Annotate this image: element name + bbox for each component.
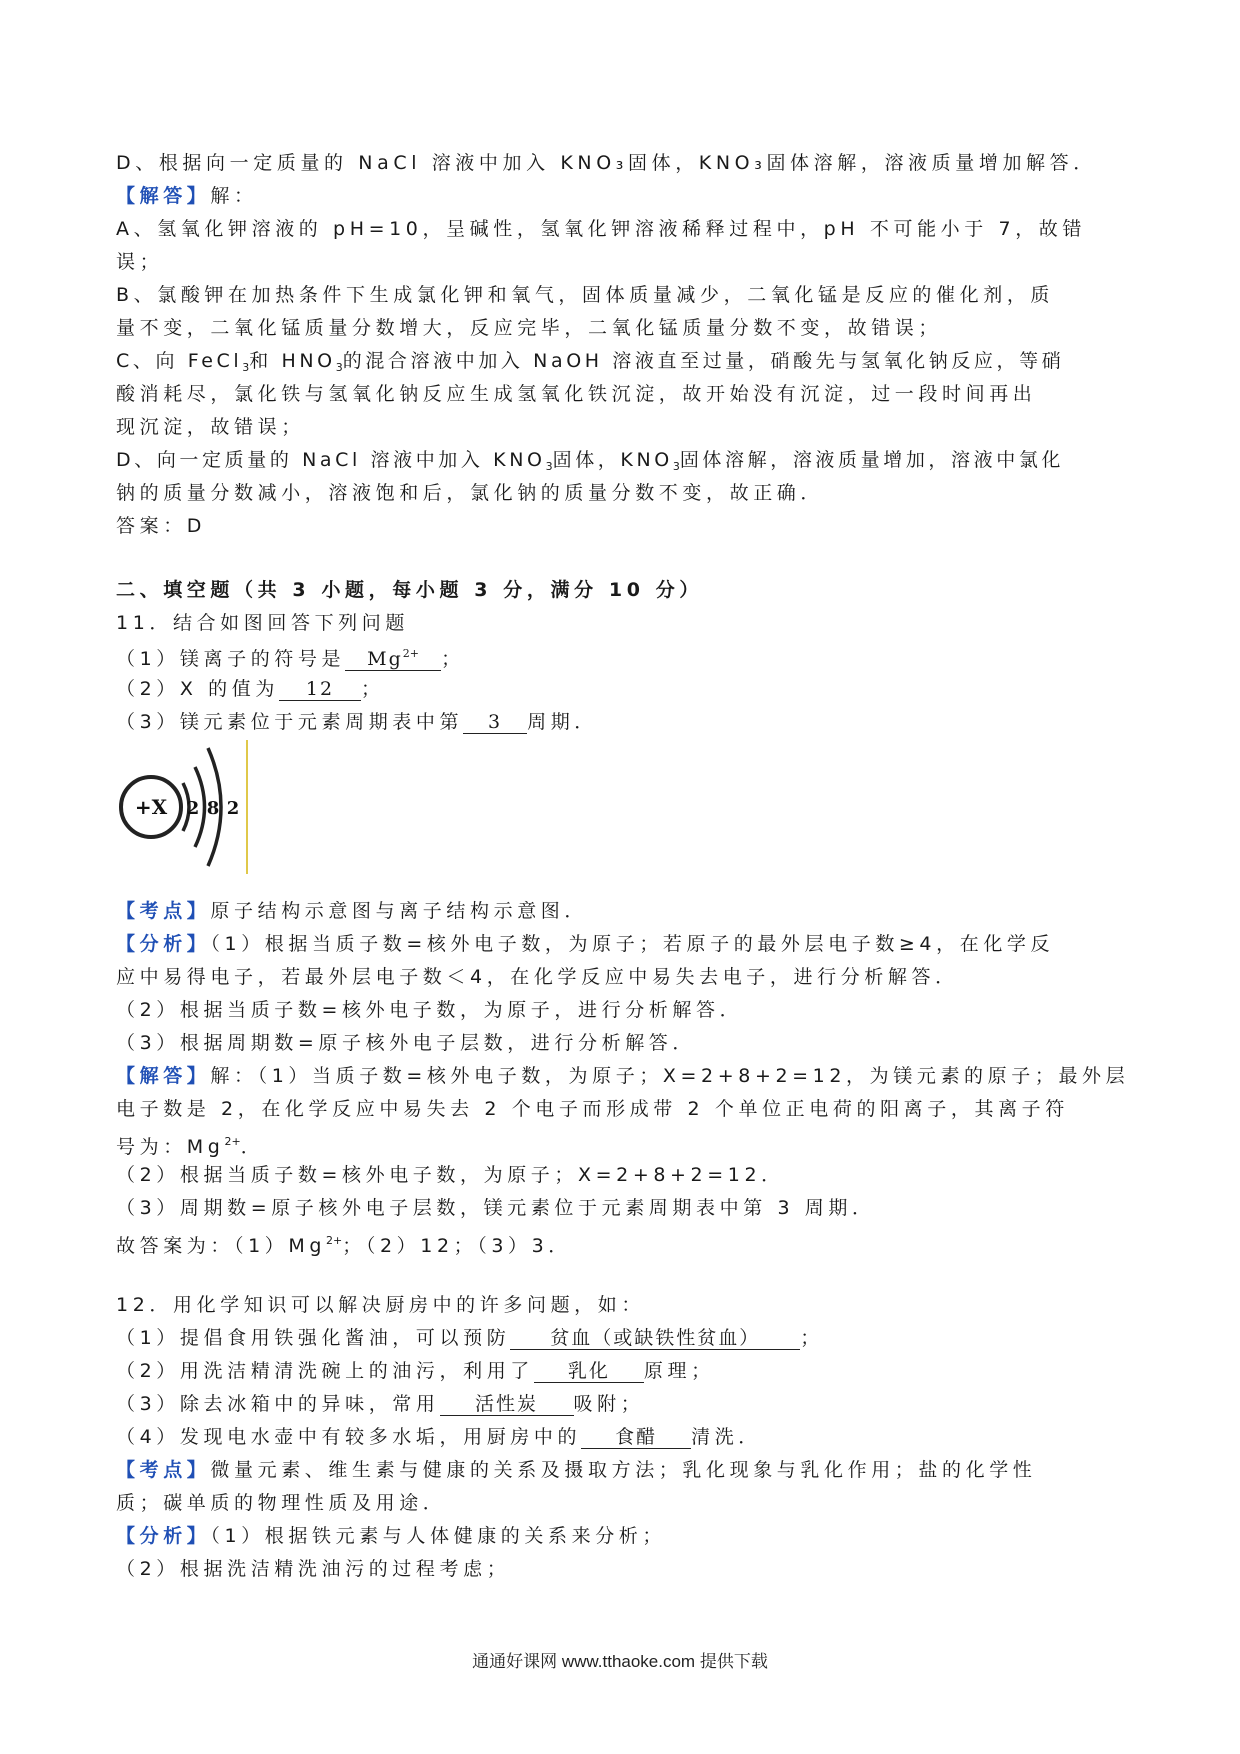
answer-blank: 乳化 <box>534 1360 644 1383</box>
superscript: 2+ <box>326 1234 343 1247</box>
kaodian-tag: 【考点】 <box>116 1459 211 1481</box>
answer-text: Mg <box>367 648 403 670</box>
text-span: （1）提倡食用铁强化酱油，可以预防 <box>116 1327 511 1349</box>
text-span: 解： <box>210 185 258 207</box>
shell-electron-count: 8 <box>206 798 220 819</box>
shell-electron-count: 2 <box>226 798 240 819</box>
text-span: 吸附； <box>573 1393 645 1415</box>
answer-blank <box>345 643 441 671</box>
atom-structure-diagram <box>113 738 253 876</box>
text-span: 故答案为：（1）Mg <box>116 1235 327 1257</box>
text-span: 微量元素、维生素与健康的关系及摄取方法；乳化现象与乳化作用；盐的化学性 <box>210 1459 1037 1481</box>
answer-blank: 贫血（或缺铁性贫血） <box>510 1327 800 1350</box>
subscript: 3 <box>545 460 553 473</box>
text-line: 量不变，二氧化锰质量分数增大，反应完毕，二氧化锰质量分数不变，故错误； <box>116 317 943 339</box>
question-part <box>116 1391 644 1417</box>
text-line: 应中易得电子，若最外层电子数＜4，在化学反应中易失去电子，进行分析解答． <box>116 966 959 988</box>
text-span: （3）镁元素位于元素周期表中第 <box>116 711 464 733</box>
text-line <box>116 1063 1129 1089</box>
answer-blank: 3 <box>463 711 527 734</box>
text-line <box>116 1129 264 1160</box>
text-span: （1）根据铁元素与人体健康的关系来分析； <box>210 1525 666 1547</box>
text-line: 现沉淀，故错误； <box>116 416 305 438</box>
text-span: ． <box>240 1136 265 1158</box>
shell-electron-count: 2 <box>186 798 200 819</box>
text-line <box>116 931 1054 957</box>
superscript: 2+ <box>402 647 420 660</box>
answer-blank: 食醋 <box>581 1426 691 1449</box>
text-span: 固体溶解，溶液质量增加，溶液中氯化 <box>679 449 1065 471</box>
text-span: ； <box>441 648 465 670</box>
text-span: （4）发现电水壶中有较多水垢，用厨房中的 <box>116 1426 582 1448</box>
text-line <box>116 348 1064 381</box>
text-span: 原理； <box>643 1360 715 1382</box>
fenxi-tag: 【分析】 <box>116 933 211 955</box>
text-span: 周期． <box>527 711 598 733</box>
text-line: （2）根据当质子数=核外电子数，为原子；X=2+8+2=12． <box>116 1164 785 1186</box>
text-span: （1）镁离子的符号是 <box>116 648 346 670</box>
kaodian-tag: 【考点】 <box>116 900 211 922</box>
question-stem: 12．用化学知识可以解决厨房中的许多问题，如： <box>116 1294 645 1316</box>
text-line: 误； <box>116 251 164 273</box>
text-span: 的混合溶液中加入 NaOH 溶液直至过量，硝酸先与氢氧化钠反应，等硝 <box>342 350 1065 372</box>
section-title: 二、填空题（共 3 小题，每小题 3 分，满分 10 分） <box>116 579 703 601</box>
text-line: B、氯酸钾在加热条件下生成氯化钾和氧气，固体质量减少，二氧化锰是反应的催化剂，质 <box>116 284 1055 306</box>
answer-blank: 12 <box>279 678 361 701</box>
text-span: （1）根据当质子数=核外电子数，为原子；若原子的最外层电子数≥4，在化学反 <box>210 933 1055 955</box>
text-line: 质；碳单质的物理性质及用途． <box>116 1492 447 1514</box>
text-span: 和 HNO <box>249 350 336 372</box>
answer-blank: 活性炭 <box>440 1393 574 1416</box>
nucleus-label: +X <box>134 795 168 819</box>
text-line: 电子数是 2，在化学反应中易失去 2 个电子而形成带 2 个单位正电荷的阳离子，其离子符 <box>116 1098 1069 1120</box>
text-span: 清洗． <box>691 1426 762 1448</box>
text-span: （2）用洗洁精清洗碗上的油污，利用了 <box>116 1360 534 1382</box>
question-part <box>116 1358 715 1384</box>
text-line: （3）周期数=原子核外电子层数，镁元素位于元素周期表中第 3 周期． <box>116 1197 876 1219</box>
text-span: ；（2）12；（3）3． <box>342 1235 572 1257</box>
question-part <box>116 1424 762 1450</box>
text-span: ； <box>360 678 385 700</box>
superscript: 2+ <box>224 1135 241 1148</box>
fenxi-tag: 【分析】 <box>116 1525 211 1547</box>
question-part <box>116 1325 824 1351</box>
text-line: （2）根据当质子数=核外电子数，为原子，进行分析解答． <box>116 999 744 1021</box>
text-line: 答案：D <box>116 515 207 537</box>
text-span: 固体，KNO <box>552 449 673 471</box>
page-footer: 通通好课网 www.tthaoke.com 提供下载 <box>472 1652 768 1671</box>
text-span: 号为：Mg <box>116 1136 225 1158</box>
text-span: 解：（1）当质子数=核外电子数，为原子；X=2+8+2=12，为镁元素的原子；最外层 <box>210 1065 1130 1087</box>
text-line <box>116 1457 1036 1483</box>
text-span: （3）除去冰箱中的异味，常用 <box>116 1393 440 1415</box>
subscript: 3 <box>672 460 680 473</box>
text-line: （3）根据周期数=原子核外电子层数，进行分析解答． <box>116 1032 697 1054</box>
text-span: ； <box>800 1327 824 1349</box>
text-line <box>116 447 1064 480</box>
text-line: A、氢氧化钾溶液的 pH=10，呈碱性，氢氧化钾溶液稀释过程中，pH 不可能小于 7，故错 <box>116 218 1086 240</box>
text-line <box>116 1228 572 1259</box>
solution-tag: 【解答】 <box>116 1065 211 1087</box>
text-line: D、根据向一定质量的 NaCl 溶液中加入 KNO₃固体，KNO₃固体溶解，溶液质量增加解答． <box>116 152 1097 174</box>
text-line <box>116 898 588 924</box>
text-line: 钠的质量分数减小，溶液饱和后，氯化钠的质量分数不变，故正确． <box>116 482 825 504</box>
subscript: 3 <box>335 361 343 374</box>
text-line: 酸消耗尽，氯化铁与氢氧化钠反应生成氢氧化铁沉淀，故开始没有沉淀，过一段时间再出 <box>116 383 1037 405</box>
subscript: 3 <box>242 361 250 374</box>
text-span: C、向 FeCl <box>116 350 243 372</box>
text-span: D、向一定质量的 NaCl 溶液中加入 KNO <box>116 449 546 471</box>
solution-tag: 【解答】 <box>116 185 211 207</box>
question-part <box>116 709 598 735</box>
text-line <box>116 183 258 209</box>
text-span: 原子结构示意图与离子结构示意图． <box>210 900 589 922</box>
question-stem: 11．结合如图回答下列问题 <box>116 612 409 634</box>
text-line: （2）根据洗洁精洗油污的过程考虑； <box>116 1558 511 1580</box>
text-line <box>116 1523 666 1549</box>
question-part <box>116 676 385 702</box>
question-part <box>116 643 465 672</box>
text-span: （2）X 的值为 <box>116 678 279 700</box>
